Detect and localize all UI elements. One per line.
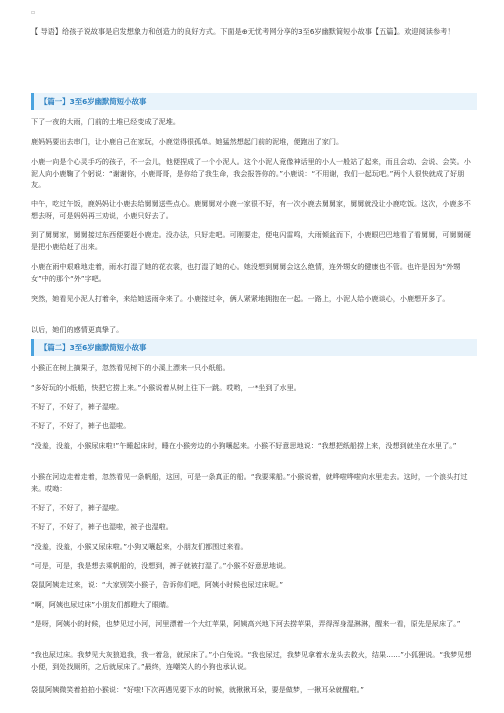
paragraph: “啊，阿姨也尿过床”小朋友们都瞪大了眼睛。 xyxy=(31,600,174,609)
paragraph: 小猴正在树上摘果子，忽然看见树下的小溪上漂来一只小纸船。 xyxy=(31,363,230,372)
paragraph: 不好了，不好了，裤子也湿啦。 xyxy=(31,421,131,430)
page-marker: ▫ xyxy=(31,9,36,16)
paragraph: 下了一夜的大雨，门前的土堆已经变成了泥堆。 xyxy=(31,117,180,126)
paragraph: 突然，她看见小泥人打着伞，来给她送雨伞来了。小鹿接过伞，俩人紧紧地拥抱在一起。一路上，小泥人给小鹿谈心，小鹿想开多了。 xyxy=(31,294,450,303)
paragraph: 不好了，不好了，裤子湿啦。 xyxy=(31,503,124,512)
paragraph: 以后，她们的感情更真挚了。 xyxy=(31,325,124,334)
paragraph: “我也尿过床。我梦见大灰狼追我，我一着急，就尿床了。”小白兔说。“我也尿过，我梦见拿着水龙头去救火，结果……”小狐狸说。“我梦见想小便，到处找厕所，之后就尿床了。”最终，连嘲笑人的小狗也承认说。 xyxy=(31,650,472,671)
paragraph: “可是，可是，我是想去乘帆船的，没想到，裤子就被打湿了。”小猴不好意思地说。 xyxy=(31,561,291,570)
paragraph: 中午，吃过午饭，鹿妈妈让小鹿去给舅舅送些点心。鹿舅舅对小鹿一家很不好，有一次小鹿去舅舅家，舅舅就没让小鹿吃饭。这次，小鹿多不想去呀，可是妈妈再三劝说，小鹿只好去了。 xyxy=(31,199,471,220)
section-1-header xyxy=(31,93,477,110)
paragraph: “是呀，阿姨小的时候，也梦见过小河，河里漂着一个大红苹果，阿姨高兴地下河去捞苹果，弄得浑身湿淋淋，醒来一看，原先是尿床了。” xyxy=(31,619,461,628)
section-1-title: 【篇一】3至6岁幽默简短小故事 xyxy=(40,97,147,106)
paragraph: 小鹿在雨中艰难地走着，雨水打湿了她的花衣裳，也打湿了她的心。她没想到舅舅会这么绝情，连外甥女的健康也不管。也许是因为“外甥女”中的那个“外”字吧。 xyxy=(31,262,461,283)
paragraph: “没羞，没羞，小猴又尿床啦。”小狗又嚷起来，小朋友们都围过来看。 xyxy=(31,542,248,551)
paragraph: 小猴在河边走着走着，忽然看见一条帆船，这回，可是一条真正的船。“我要乘船。”小猴说着，就哗啦哗啦向水里走去。这时，一个浪头打过来。哎呦： xyxy=(31,472,468,493)
paragraph: 不好了，不好了，裤子湿啦。 xyxy=(31,402,124,411)
paragraph: “多好玩的小纸船，快把它捞上来。”小猴说着从树上往下一跳。哎哟，一*坐到了水里。 xyxy=(31,383,301,392)
section-2-header xyxy=(31,339,477,356)
intro-paragraph: 【 导语】给孩子说故事是启发想象力和创造力的良好方式。下面是⊕无忧考网分享的3至6岁幽默简短小故事【五篇】。欢迎阅读参考！ xyxy=(31,27,455,36)
paragraph: 袋鼠阿姨微笑着拍拍小猴说：“好啦!下次再遇见要下水的时候，就揪揪耳朵，要是做梦，一揪耳朵就醒啦。” xyxy=(31,685,364,694)
paragraph: 到了舅舅家，舅舅接过东西便要赶小鹿走。没办法，只好走吧。可刚要走，便电闪雷鸣，大雨倾盆而下，小鹿眼巴巴地看了看舅舅，可舅舅硬是把小鹿给赶了出来。 xyxy=(31,230,471,251)
section-2-title: 【篇二】3至6岁幽默简短小故事 xyxy=(40,343,147,352)
paragraph: 袋鼠阿姨走过来，说：“大家别笑小猴子，告诉你们吧，阿姨小时候也尿过床呢。” xyxy=(31,580,284,589)
paragraph: 小鹿一向是个心灵手巧的孩子，不一会儿，他便捏成了一个小泥人。这个小泥人竟像神话里的小人一般站了起来，而且会动、会说、会笑。小泥人向小鹿鞠了个躬说：“谢谢你，小鹿哥哥，是你给了我生命，我会报答你的。”小鹿说：“不用谢，我们一起玩吧。”两个人很快就成了好朋友。 xyxy=(31,157,471,189)
paragraph: 鹿妈妈要出去串门，让小鹿自己在家玩，小鹿觉得很孤单。她猛然想起门前的泥堆，便跑出了家门。 xyxy=(31,137,344,146)
paragraph: “没羞，没羞，小猴尿床啦!”午睡起床时，睡在小猴旁边的小狗嚷起来。小猴不好意思地说：“我想把纸船捞上来，没想到就坐在水里了。” xyxy=(31,441,457,450)
paragraph: 不好了，不好了，裤子也湿啦，被子也湿啦。 xyxy=(31,522,173,531)
